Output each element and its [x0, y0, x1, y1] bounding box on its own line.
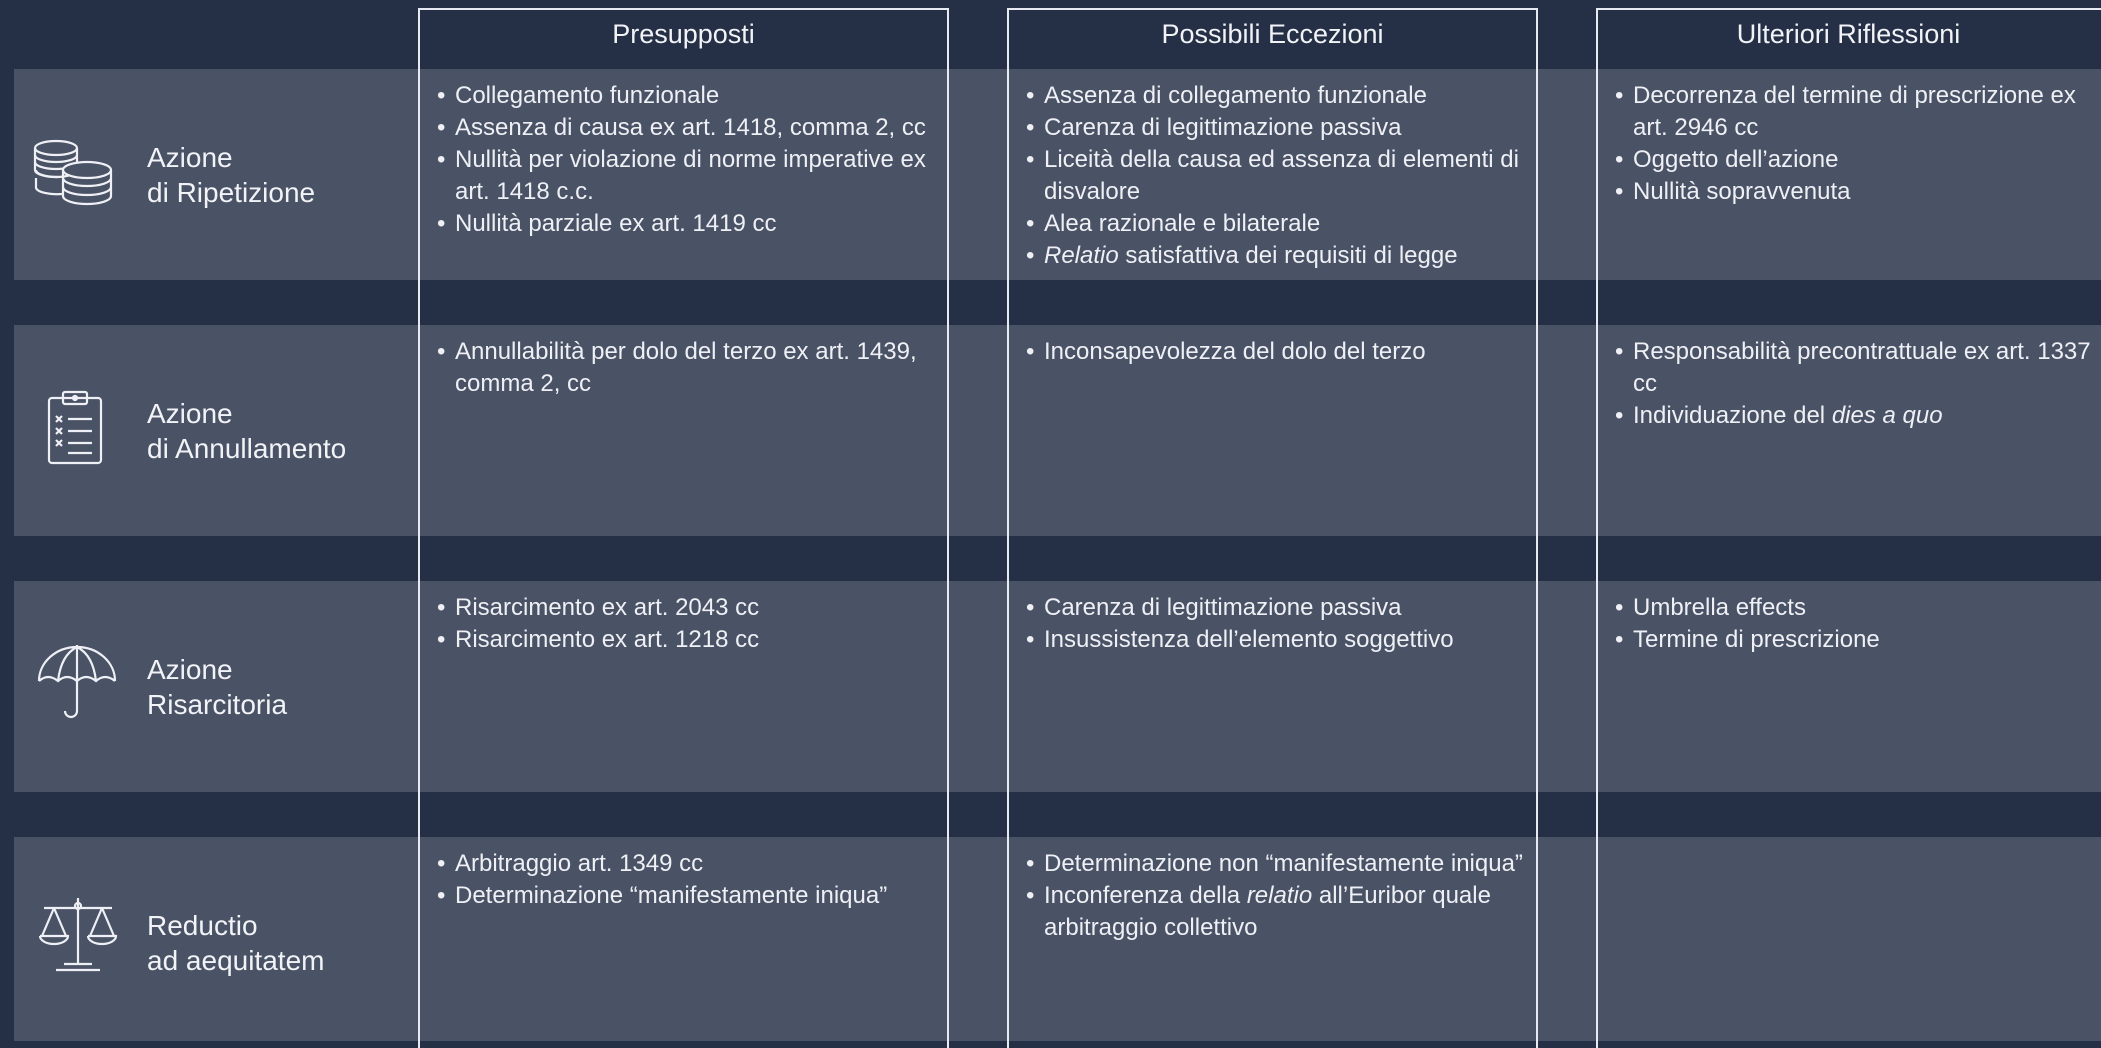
cell-eccezioni-reductio — [1026, 848, 1526, 944]
list-item: • Nullità sopravvenuta — [1615, 176, 2101, 208]
cell-eccezioni-ripetizione — [1026, 80, 1526, 272]
cell-riflessioni-ripetizione — [1615, 80, 2101, 208]
list-item: • Determinazione “manifestamente iniqua” — [437, 880, 937, 912]
list-item-text: Individuazione del — [1633, 402, 1832, 429]
list-item: • Nullità per violazione di norme imperative ex art. 1418 c.c. — [437, 144, 937, 208]
row-title-line2: ad aequitatem — [147, 945, 325, 976]
cell-presupposti-annullamento — [437, 336, 937, 400]
row-title-line2: di Ripetizione — [147, 177, 316, 208]
row-title-reductio — [147, 908, 324, 978]
column-header-eccezioni: Possibili Eccezioni — [1161, 18, 1384, 49]
umbrella-icon — [36, 643, 118, 721]
list-item: • Carenza di legittimazione passiva — [1026, 592, 1526, 624]
list-item: • Insussistenza dell’elemento soggettivo — [1026, 624, 1526, 656]
row-title-line1: Reductio — [147, 910, 258, 941]
list-item-text: all’Euribor quale arbitraggio collettivo — [1044, 882, 1491, 941]
list-item: • Inconsapevolezza del dolo del terzo — [1026, 336, 1526, 368]
cell-eccezioni-annullamento — [1026, 336, 1526, 368]
clipboard-checklist-icon — [46, 388, 104, 466]
list-item: • Assenza di collegamento funzionale — [1026, 80, 1526, 112]
italic-term: dies a quo — [1831, 402, 1943, 429]
italic-term: relatio — [1246, 882, 1313, 909]
list-item — [1615, 400, 2101, 432]
row-title-risarcitoria — [147, 652, 287, 722]
row-title-line1: Azione — [147, 654, 233, 685]
list-item-text: Inconferenza della — [1044, 882, 1247, 909]
scales-icon — [38, 894, 118, 972]
list-item: • Assenza di causa ex art. 1418, comma 2, cc — [437, 112, 937, 144]
cell-riflessioni-risarcitoria — [1615, 592, 2101, 656]
list-item: • Termine di prescrizione — [1615, 624, 2101, 656]
cell-presupposti-risarcitoria — [437, 592, 937, 656]
coins-icon — [32, 136, 118, 206]
list-item: • Risarcimento ex art. 2043 cc — [437, 592, 937, 624]
list-item: • Determinazione non “manifestamente iniqua” — [1026, 848, 1526, 880]
list-item — [1026, 880, 1526, 944]
column-header-presupposti: Presupposti — [612, 18, 755, 49]
list-item: • Decorrenza del termine di prescrizione ex art. 2946 cc — [1615, 80, 2101, 144]
italic-term: Relatio — [1044, 242, 1119, 269]
list-item: • Liceità della causa ed assenza di elementi di disvalore — [1026, 144, 1526, 208]
list-item: • Alea razionale e bilaterale — [1026, 208, 1526, 240]
cell-riflessioni-annullamento — [1615, 336, 2101, 432]
row-title-line1: Azione — [147, 142, 233, 173]
list-item — [1026, 240, 1526, 272]
cell-presupposti-ripetizione — [437, 80, 937, 240]
list-item: • Risarcimento ex art. 1218 cc — [437, 624, 937, 656]
list-item: • Carenza di legittimazione passiva — [1026, 112, 1526, 144]
row-title-line1: Azione — [147, 398, 233, 429]
row-title-line2: Risarcitoria — [147, 689, 288, 720]
list-item: • Arbitraggio art. 1349 cc — [437, 848, 937, 880]
row-title-ripetizione — [147, 140, 315, 210]
list-item: • Collegamento funzionale — [437, 80, 937, 112]
list-item: • Oggetto dell’azione — [1615, 144, 2101, 176]
list-item: • Annullabilità per dolo del terzo ex art. 1439, comma 2, cc — [437, 336, 937, 400]
list-item: • Responsabilità precontrattuale ex art. 1337 cc — [1615, 336, 2101, 400]
list-item: • Nullità parziale ex art. 1419 cc — [437, 208, 937, 240]
row-title-annullamento — [147, 396, 346, 466]
cell-presupposti-reductio — [437, 848, 937, 912]
cell-eccezioni-risarcitoria — [1026, 592, 1526, 656]
column-header-riflessioni: Ulteriori Riflessioni — [1736, 18, 1961, 49]
list-item: • Umbrella effects — [1615, 592, 2101, 624]
list-item-text: satisfattiva dei requisiti di legge — [1118, 242, 1458, 269]
row-title-line2: di Annullamento — [147, 433, 347, 464]
